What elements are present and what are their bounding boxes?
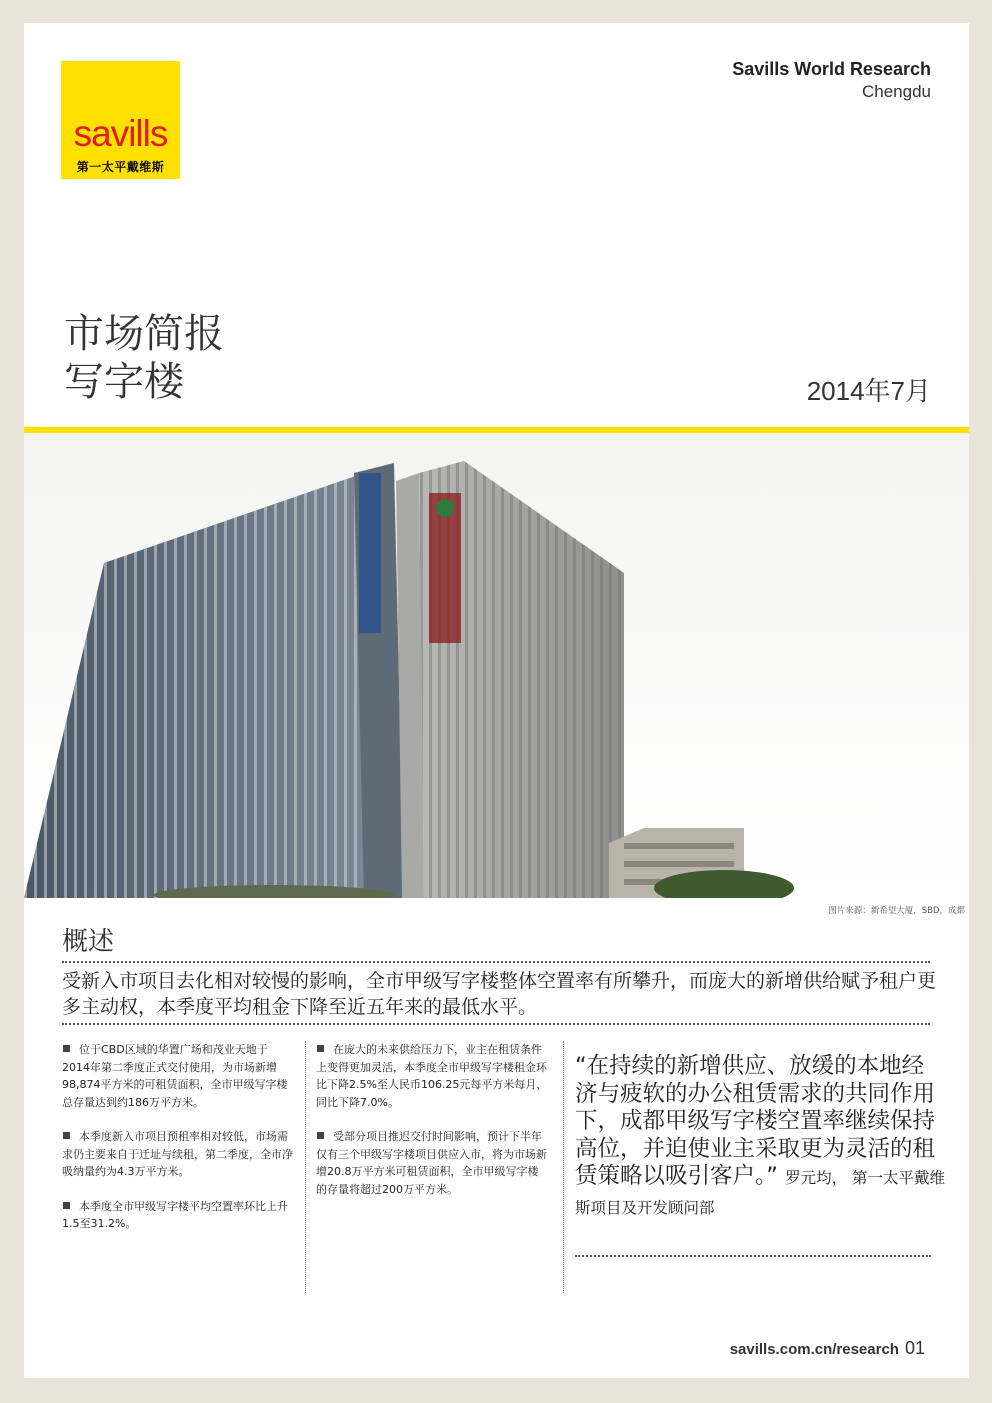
savills-logo[interactable] [61, 61, 180, 179]
building-illustration [24, 433, 969, 898]
column-divider-2 [563, 1041, 564, 1293]
bullet-square-icon [63, 1132, 70, 1139]
page-number: 01 [904, 1338, 925, 1358]
page [24, 23, 969, 1378]
quote-text: “在持续的新增供应、放缓的本地经济与疲软的办公租赁需求的共同作用下，成都甲级写字楼空置率继续保持高位，并迫使业主采取更为灵活的租赁策略以吸引客户。” [575, 1053, 936, 1189]
overview-divider-bottom [62, 1023, 930, 1025]
quote-divider [575, 1255, 931, 1257]
highlights-column-1 [62, 1041, 294, 1250]
highlights-column-2 [316, 1041, 548, 1215]
highlight-item: 在庞大的未来供给压力下，业主在租赁条件上变得更加灵活，本季度全市甲级写字楼租金环比下降2.5%至人民币106.25元每平方米每月，同比下降7.0%。 [316, 1043, 548, 1109]
highlight-item: 本季度全市甲级写字楼平均空置率环比上升1.5至31.2%。 [62, 1199, 288, 1230]
highlight-item: 受部分项目推迟交付时间影响，预计下半年仅有三个甲级写字楼项目供应入市，将为市场新增20.8万平方米可租赁面积，全市甲级写字楼的存量将超过200万平方米。 [316, 1130, 547, 1196]
title-line-1: 市场简报 [64, 311, 224, 357]
header-org: Savills World Research [732, 59, 931, 79]
page-title [64, 310, 224, 406]
overview-divider-top [62, 961, 930, 963]
pull-quote [575, 1053, 945, 1222]
bullet-square-icon [317, 1045, 324, 1052]
bullet-square-icon [63, 1045, 70, 1052]
column-divider-1 [305, 1041, 306, 1293]
header-city: Chengdu [861, 82, 931, 101]
logo-wordmark: savills [73, 113, 168, 154]
footer-url[interactable]: savills.com.cn/research [729, 1341, 899, 1358]
title-line-2: 写字楼 [64, 359, 184, 405]
bullet-square-icon [63, 1202, 70, 1209]
highlight-item: 位于CBD区域的华置广场和茂业天地于2014年第二季度正式交付使用，为市场新增98,874平方米的可租赁面积，全市甲级写字楼总存量达到约186万平方米。 [62, 1043, 288, 1109]
overview-summary: 受新入市项目去化相对较慢的影响，全市甲级写字楼整体空置率有所攀升，而庞大的新增供给赋予租户更多主动权，本季度平均租金下降至近五年来的最低水平。 [62, 970, 937, 1018]
page-footer [730, 1338, 925, 1359]
overview-heading: 概述 [62, 927, 115, 957]
highlight-item: 本季度新入市项目预租率相对较低，市场需求仍主要来自于迁址与续租，第二季度，全市净吸纳量约为4.3万平方米。 [62, 1130, 293, 1178]
bullet-square-icon [317, 1132, 324, 1139]
building-photo [24, 433, 969, 898]
report-header [732, 59, 931, 102]
logo-subtitle: 第一太平戴维斯 [76, 160, 165, 174]
photo-caption: 图片来源：新希望大厦，SBD，成都 [828, 906, 965, 916]
report-date: 2014年7月 [806, 376, 931, 406]
quote-attribution: 罗元均， 第一太平戴维斯项目及开发顾问部 [575, 1169, 946, 1217]
